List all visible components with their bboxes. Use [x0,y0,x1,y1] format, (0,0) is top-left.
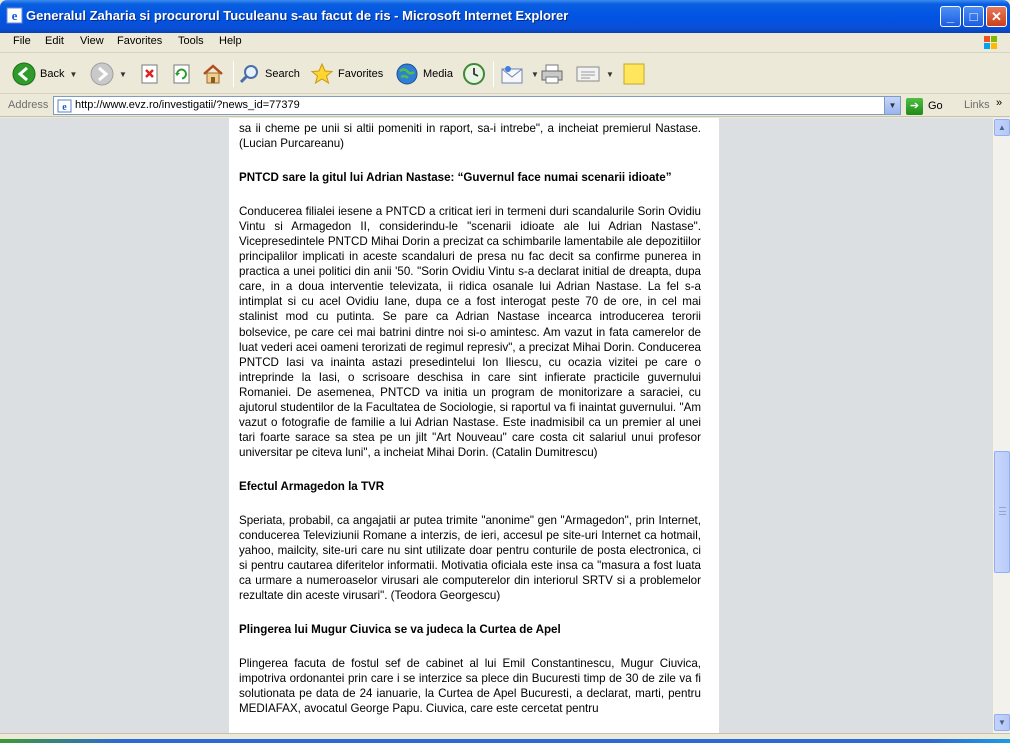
print-button[interactable] [540,60,564,88]
favorites-button[interactable] [310,60,383,88]
menu-bar [0,33,1010,53]
edit-button[interactable] [575,60,614,88]
address-url[interactable]: http://www.evz.ro/investigatii/?news_id=77379 [75,99,300,111]
menu-edit[interactable]: Edit [45,35,64,47]
maximize-button[interactable]: □ [963,6,984,27]
section-heading: PNTCD sare la gitul lui Adrian Nastase: “Guvernul face numai scenarii idioate” [239,171,672,185]
sticky-note-icon [622,62,646,86]
article-column [229,118,719,733]
forward-button[interactable] [90,60,127,88]
links-chevron-icon[interactable]: » [996,97,1003,109]
title-bar [0,0,1010,33]
edit-page-icon [575,64,601,84]
close-button[interactable]: ✕ [986,6,1007,27]
address-input[interactable] [53,96,901,115]
go-arrow-icon: ➔ [906,98,923,115]
mail-button[interactable] [500,60,539,88]
media-globe-icon [395,62,419,86]
chevron-down-icon[interactable]: ▼ [606,69,614,79]
mail-icon [500,63,526,85]
stop-icon [140,64,160,84]
article-intro-tail: sa ii cheme pe unii si altii pomeniti in raport, sa-i intrebe", a incheiat premierul Nastase. (Lucian Purcareanu) [239,122,701,151]
chevron-down-icon[interactable]: ▼ [119,69,127,79]
back-label: Back [40,68,65,80]
chevron-down-icon[interactable]: ▼ [884,97,900,114]
article-text [239,121,701,717]
home-icon [201,63,225,85]
svg-text:e: e [11,8,18,23]
section-body: Plingerea facuta de fostul sef de cabinet al lui Emil Constantinescu, Mugur Ciuvica, impotriva ordonantei prin care i se interzice sa plece din Bucuresti timp de 30 de zile va fi solutionata pe data de 24 ianuarie, la Curtea de Apel Bucuresti, a declarat, marti, pentru MEDIAFAX, avocatul George Papu. Ciuvica, care este cercetat pentru [239,657,701,716]
refresh-button[interactable] [172,60,192,88]
search-icon [239,63,261,85]
chevron-down-icon[interactable]: ▼ [69,69,78,79]
taskbar-edge [0,739,1010,743]
page-viewport [0,118,992,733]
back-button[interactable] [12,60,77,88]
section-body: Conducerea filialei iesene a PNTCD a criticat ieri in termeni duri scandalurile Sorin Ovidiu Vintu si Armagedon II, considerindu-le "scenarii idioate ale lui Adrian Nastase". Vicepresedintele PNTCD Mihai Dorin a precizat ca schimbarile lamentabile ale depozitiilor principalilor implicati in aceste scandaluri de presa nu fac decit sa confirme punerea in practica a unei politici din anii '50. "Sorin Ovidiu Vintu s-a declarat initial de dreapta, dupa care, in a doua interventie televizata, ii ridica osanale lui Adrian Nastase. La fel s-a intimplat si cu acel Ovidiu Iane, dupa ce a fost interogat peste 70 de ore, in cel mai stalinist mod cu putinta. Se pare ca Adrian Nastase incearca introducerea terorii bolsevice, pe care cei mai batrini dintre noi si-o amintesc. Am vazut in fata camerelor de luat vederi acei oameni terorizati de regimul represiv", a precizat Mihai Dorin. Conducerea PNTCD Iasi va inainta astazi presedintelui Ion Iliescu, cu ocazia vizitei pe care o intreprinde la Iasi, o scrisoare deschisa in care sint infierate practicile guvernului Romaniei. De asemenea, PNTCD va initia un program de monitorizare a saraciei, cu ajutorul studentilor de la Facultatea de Sociologie, si raportul va fi inaintat guvernului. "Am vazut o fotografie de familie a lui Adrian Nastase. Este inadmisibil ca un premier al unei tari foarte sarace sa stea pe un jilt "Art Nouveau" care costa cit salariul unui profesor universitar pe citeva luni", a incheiat Mihai Dorin. (Catalin Dumitrescu) [239,205,701,459]
section-body: Speriata, probabil, ca angajatii ar putea trimite "anonime" gen "Armagedon", prin Internet, conducerea Televiziunii Romane a interzis, de ieri, accesul pe site-uri Internet ca hotmail, yahoo, mailcity, site-uri care nu sint utilizate doar pentru conturile de posta electronica, ci si pentru cautarea diferitelor informatii. Motivatia oficiala este insa ca "masura a fost luata ca urmare a numeroaselor virusari ale computerelor din interiorul SRTV si a problemelor rezultate din aceste virusari". (Teodora Georgescu) [239,513,701,603]
svg-text:e: e [62,102,67,113]
vertical-scrollbar[interactable] [992,118,1010,733]
search-button[interactable] [239,60,300,88]
media-label: Media [423,68,453,80]
page-icon [57,99,72,113]
scroll-up-button[interactable]: ▲ [994,119,1010,136]
menu-view[interactable]: View [80,35,104,47]
messenger-button[interactable] [622,60,646,88]
media-button[interactable] [395,60,453,88]
history-button[interactable] [462,60,486,88]
history-icon [462,62,486,86]
internet-explorer-icon [6,7,23,24]
go-button[interactable] [906,97,943,115]
go-label: Go [928,100,943,112]
minimize-button[interactable]: _ [940,6,961,27]
home-button[interactable] [201,60,225,88]
back-arrow-icon [12,62,36,86]
forward-arrow-icon [90,62,114,86]
section-heading: Plingerea lui Mugur Ciuvica se va judeca la Curtea de Apel [239,623,561,637]
favorites-label: Favorites [338,68,384,80]
menu-help[interactable]: Help [219,35,242,47]
windows-logo-icon [978,33,1004,52]
address-label: Address [8,99,49,111]
links-label[interactable]: Links [964,99,990,111]
scroll-thumb[interactable] [994,451,1010,573]
scroll-down-button[interactable]: ▼ [994,714,1010,731]
address-bar [0,95,1010,117]
printer-icon [540,63,564,85]
toolbar [0,54,1010,94]
menu-favorites[interactable]: Favorites [117,35,163,47]
section-heading: Efectul Armagedon la TVR [239,479,385,493]
star-icon [310,62,334,86]
window-title: Generalul Zaharia si procurorul Tuculeanu s-au facut de ris - Microsoft Internet Explorer [26,8,569,23]
search-label: Search [265,68,300,80]
menu-file[interactable]: File [13,35,31,47]
menu-tools[interactable]: Tools [178,35,204,47]
chevron-down-icon[interactable]: ▼ [531,69,539,79]
stop-button[interactable] [140,60,160,88]
refresh-icon [172,64,192,84]
